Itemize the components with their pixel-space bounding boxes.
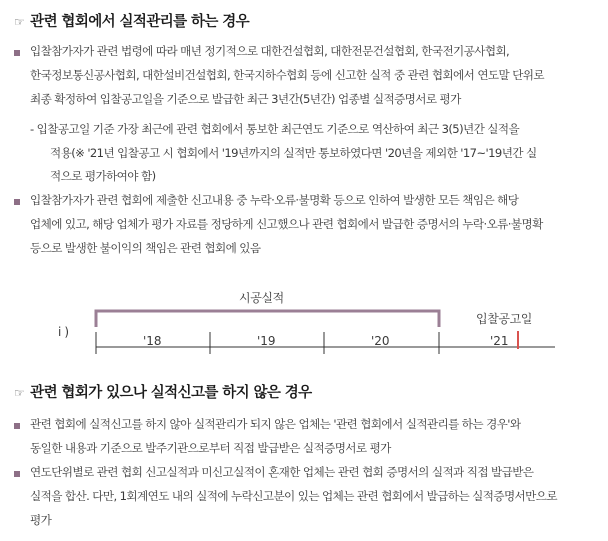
pointing-hand-icon: ☞: [14, 386, 25, 400]
s1-b1-line2: 한국정보통신공사협회, 대한설비건설협회, 한국지하수협회 등에 신고한 실적 중 관련 협회에서 연도말 단위로: [30, 68, 545, 82]
square-bullet-icon: [14, 471, 20, 477]
s1-b1-line3: 최종 확정하여 입찰공고일을 기준으로 발급한 최근 3년간(5년간) 업종별 실적증명서로 평가: [30, 92, 461, 106]
s1-b2-line2: 업체에 있고, 해당 업체가 평가 자료를 정당하게 신고했으나 관련 협회에서 발급한 증명서의 누락·오류·불명확: [30, 217, 543, 231]
section1-heading-text: 관련 협회에서 실적관리를 하는 경우: [30, 14, 250, 30]
year-label: '19: [257, 334, 276, 348]
s2-b1-line1: 관련 협회에 실적신고를 하지 않아 실적관리가 되지 않은 업체는 '관련 협회에서 실적관리를 하는 경우'와: [30, 417, 521, 431]
section2-heading: [14, 381, 312, 402]
bid-date-label: 입찰공고일: [476, 312, 532, 326]
s1-b1-line1: 입찰참가자가 관련 법령에 따라 매년 정기적으로 대한건설협회, 대한전문건설협회, 한국전기공사협회,: [30, 44, 510, 58]
s1-sub-line1: - 입찰공고일 기준 가장 최근에 관련 협회에서 통보한 최근연도 기준으로 역산하여 최근 3(5)년간 실적을: [30, 122, 520, 136]
performance-span-bracket: [96, 311, 439, 327]
s2-b1-line2: 동일한 내용과 기준으로 발주기관으로부터 직접 발급받은 실적증명서로 평가: [30, 441, 391, 455]
s2-b2-line2: 실적을 합산. 다만, 1회계연도 내의 실적에 누락신고분이 있는 업체는 관련 협회에서 발급하는 실적증명서만으로: [30, 489, 557, 503]
s1-b2-line3: 등으로 발생한 불이익의 책임은 관련 협회에 있음: [30, 241, 261, 255]
year-label: '21: [490, 334, 509, 348]
s2-b2-line1: 연도단위별로 관련 협회 신고실적과 미신고실적이 혼재한 업체는 관련 협회 증명서의 실적과 직접 발급받은: [30, 465, 534, 479]
s1-sub-line2: 적용(※ '21년 입찰공고 시 협회에서 '19년까지의 실적만 통보하였다면 '20년을 제외한 '17~'19년간 실: [50, 146, 537, 160]
section2-heading-text: 관련 협회가 있으나 실적신고를 하지 않은 경우: [30, 385, 312, 401]
pointing-hand-icon: ☞: [14, 15, 25, 29]
year-label: '20: [371, 334, 390, 348]
s2-b2-line3: 평가: [30, 513, 52, 527]
timeline-label-i: i ): [58, 325, 69, 339]
year-label: '18: [143, 334, 162, 348]
s1-b2-line1: 입찰참가자가 관련 협회에 제출한 신고내용 중 누락·오류·불명확 등으로 인하여 발생한 모든 책임은 해당: [30, 193, 519, 207]
s1-sub-line3: 적으로 평가하여야 함): [50, 169, 156, 183]
performance-span-label: 시공실적: [239, 291, 284, 305]
square-bullet-icon: [14, 423, 20, 429]
